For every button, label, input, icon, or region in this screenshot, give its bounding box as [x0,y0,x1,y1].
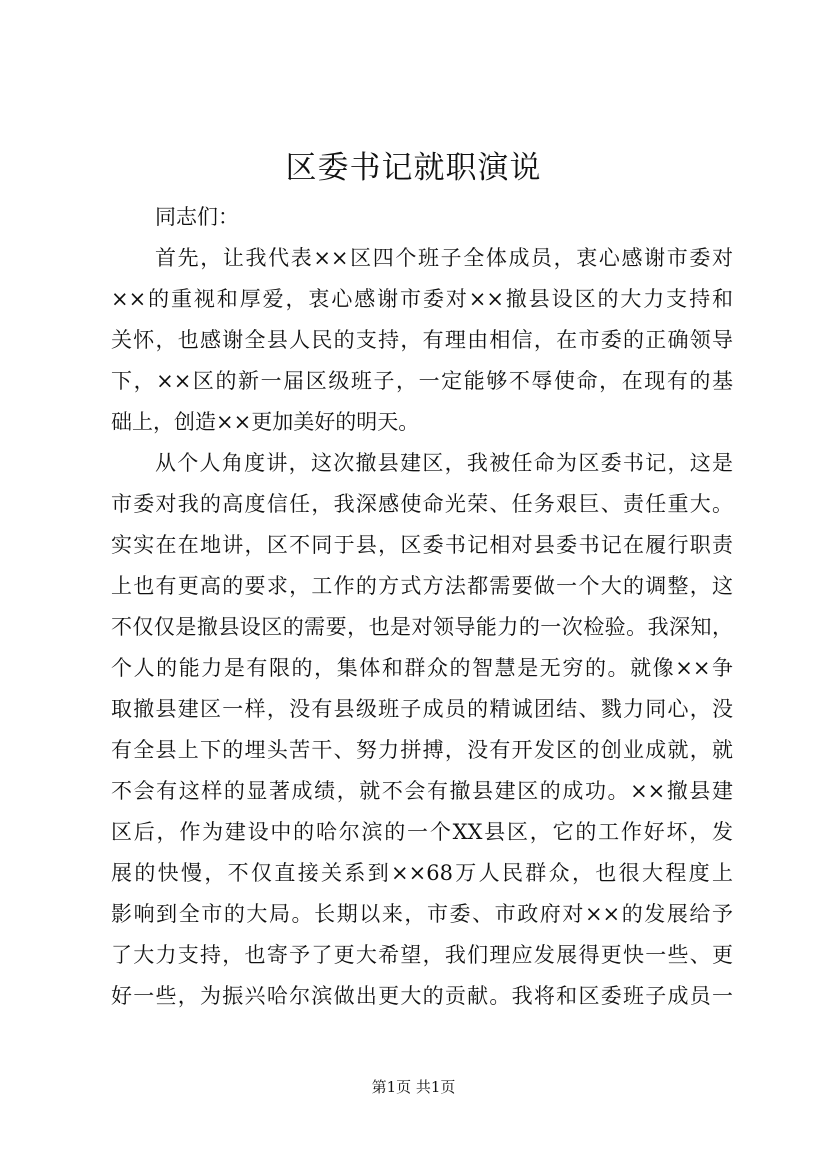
paragraph-line: 取撤县建区一样，没有县级班子成员的精诚团结、戮力同心，没 [111,697,733,721]
paragraph-line: 关怀，也感谢全县人民的支持，有理由相信，在市委的正确领导 [111,328,733,352]
page-title: 区委书记就职演说 [285,150,542,186]
paragraph-line: 实实在在地讲，区不同于县，区委书记相对县委书记在履行职责 [111,533,733,557]
document-body [111,197,733,1017]
paragraph-line: 好一些，为振兴哈尔滨做出更大的贡献。我将和区委班子成员一 [111,984,733,1008]
paragraph-line: 个人的能力是有限的，集体和群众的智慧是无穷的。就像××争 [111,656,733,680]
paragraph-line: 不会有这样的显著成绩，就不会有撤县建区的成功。××撤县建 [111,779,733,803]
paragraph-line: 区后，作为建设中的哈尔滨的一个XX县区，它的工作好坏，发 [111,820,733,844]
paragraph-line: 不仅仅是撤县设区的需要，也是对领导能力的一次检验。我深知， [111,615,733,639]
greeting-line: 同志们： [155,205,239,229]
paragraph-line: 首先，让我代表××区四个班子全体成员，衷心感谢市委对 [155,246,733,270]
paragraph-line: 上也有更高的要求，工作的方式方法都需要做一个大的调整，这 [111,574,733,598]
paragraph-line: 展的快慢，不仅直接关系到××68万人民群众，也很大程度上 [111,861,733,885]
paragraph-line: 下，××区的新一届区级班子，一定能够不辱使命，在现有的基 [111,369,733,393]
page-number-footer: 第1页 共1页 [371,1078,456,1096]
paragraph-line: 从个人角度讲，这次撤县建区，我被任命为区委书记，这是 [155,451,733,475]
paragraph-line: ××的重视和厚爱，衷心感谢市委对××撤县设区的大力支持和 [111,287,733,311]
paragraph-line: 影响到全市的大局。长期以来，市委、市政府对××的发展给予 [111,902,733,926]
paragraph-line: 础上，创造××更加美好的明天。 [111,410,420,434]
paragraph-line: 市委对我的高度信任，我深感使命光荣、任务艰巨、责任重大。 [111,492,733,516]
paragraph-line: 有全县上下的埋头苦干、努力拼搏，没有开发区的创业成就，就 [111,738,733,762]
paragraph-line: 了大力支持，也寄予了更大希望，我们理应发展得更快一些、更 [111,943,733,967]
